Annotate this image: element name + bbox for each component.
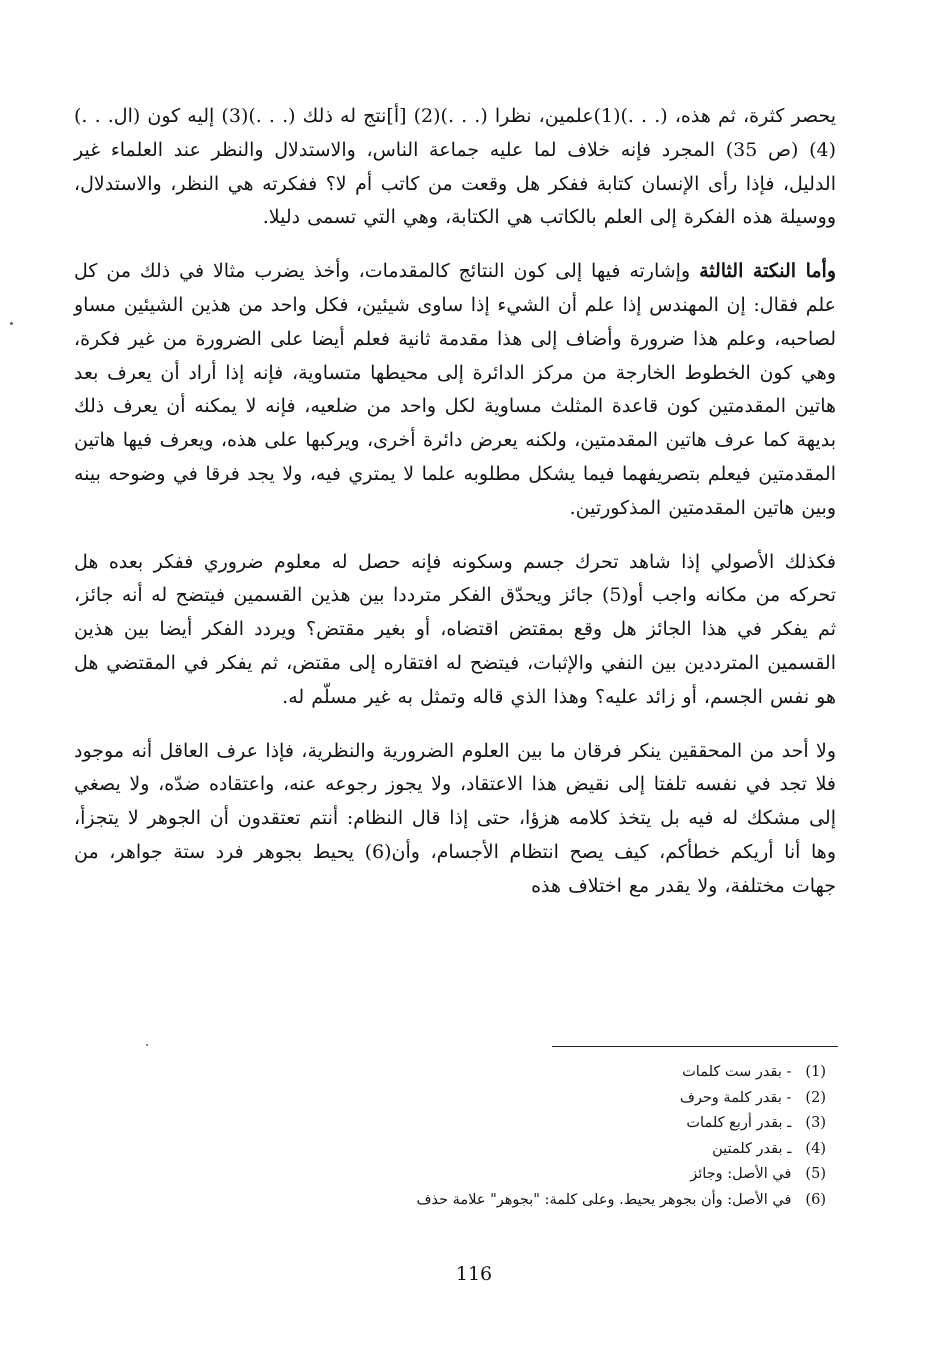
paragraph-2 bbox=[74, 255, 836, 525]
paragraph-1-text: يحصر كثرة، ثم هذه، (. . .)(1)علمين، نظرا (. . .)(2) [أ]نتج له ذلك (. . .)(3) إليه كون (ال. . .)(4) (ص 35) المجرد فإنه خلاف لما عليه جماعة الناس، والاستدلال والنظر عند العلماء غير الدليل، فإذا رأى الإنسان كتابة ففكر هل وقعت من كاتب أم لا؟ ففكرته هي النظر، والاستدلال، ووسيلة هذه الفكرة إلى العلم بالكاتب هي الكتابة، وهي التي تسمى دليلا. bbox=[74, 105, 836, 229]
main-text bbox=[74, 100, 836, 904]
footnote-text: - بقدر كلمة وحرف bbox=[679, 1089, 792, 1106]
footnote-number: (4) bbox=[805, 1140, 826, 1157]
footnote-number: (6) bbox=[805, 1191, 826, 1208]
paragraph-3 bbox=[74, 546, 836, 715]
paragraph-2-lead: وأما النكتة الثالثة bbox=[699, 260, 836, 283]
footnotes-list bbox=[200, 1060, 826, 1213]
page-number: 116 bbox=[455, 1263, 493, 1285]
footnote-number: (5) bbox=[805, 1166, 826, 1182]
footnote-item bbox=[200, 1137, 826, 1163]
paragraph-1 bbox=[74, 100, 836, 235]
paragraph-4 bbox=[74, 735, 836, 904]
footnote-number: (1) bbox=[805, 1064, 826, 1080]
footnote-text: ـ بقدر كلمتين bbox=[712, 1140, 792, 1157]
footnote-separator bbox=[552, 1046, 838, 1047]
paragraph-3-text: فكذلك الأصولي إذا شاهد تحرك جسم وسكونه فإنه حصل له معلوم ضروري ففكر بعده هل تحركه من مكانه واجب أو(5) جائز ويحدّق الفكر مترددا بين هذين القسمين فيتضح له أنه جائز، ثم يفكر في هذا الجائز هل وقع بمقتض اقتضاه، أو بغير مقتض؟ ويردد الفكر أيضا بين هذين القسمين المترددين بين النفي والإثبات، فيتضح له افتقاره إلى مقتض، ثم يفكر في المقتضي هل هو نفس الجسم، أو زائد عليه؟ وهذا الذي قاله وتمثل به غير مسلّم له. bbox=[74, 550, 836, 708]
paragraph-4-text: ولا أحد من المحققين ينكر فرقان ما بين العلوم الضرورية والنظرية، فإذا عرف العاقل أنه موجود فلا تجد في نفسه تلفتا إلى نقيض هذا الاعتقاد، ولا يجوز رجوعه عنه، واعتقاده ضدّه، ولا يصغي إلى مشكك له فيه بل يتخذ كلامه هزؤا، حتى إذا قال النظام: أنتم تعتقدون أن الجوهر لا يتجزأ، وها أنا أريكم خطأكم، كيف يصح انتظام الأجسام، وأن(6) يحيط بجوهر فرد ستة جواهر، من جهات مختلفة، ولا يقدر مع اختلاف هذه bbox=[74, 739, 836, 897]
scan-speck bbox=[146, 1044, 148, 1046]
footnote-text: في الأصل: وأن بجوهر يحيط. وعلى كلمة: "بجوهر" علامة حذف bbox=[416, 1191, 792, 1208]
footnote-text: - بقدر ست كلمات bbox=[682, 1064, 792, 1080]
footnote-number: (3) bbox=[805, 1115, 826, 1131]
footnote-number: (2) bbox=[805, 1089, 826, 1106]
footnote-item bbox=[200, 1162, 826, 1188]
footnote-item bbox=[200, 1060, 826, 1086]
footnote-item bbox=[200, 1086, 826, 1112]
footnote-item bbox=[200, 1111, 826, 1137]
footnote-item bbox=[200, 1188, 826, 1214]
scan-speck bbox=[10, 322, 13, 325]
paragraph-2-text: وإشارته فيها إلى كون النتائج كالمقدمات، وأخذ يضرب مثالا في ذلك من كل علم فقال: إن المهندس إذا علم أن الشيء إذا ساوى شيئين، فكل واحد من هذين الشيئين مساو لصاحبه، وعلم هذا ضرورة وأضاف إلى هذا مقدمة ثانية فعلم أيضا على الضرورة من غير فكرة، وهي كون الخطوط الخارجة من مركز الدائرة إلى محيطها متساوية، فإنه إذا أراد أن يعرف بعد هاتين المقدمتين كون قاعدة المثلث مساوية لكل واحد من ضلعيه، فإنه لا يمكنه أن يعرف ذلك بديهة كما عرف هاتين المقدمتين، ولكنه يعرض دائرة أخرى، ويركبها على هذه، ويعرف فيها هاتين المقدمتين فيعلم بتصريفهما فيما يشكل مطلوبه علما لا يمتري فيه، ولا يجد فرقا في وضوحه بينه وبين هاتين المقدمتين المذكورتين. bbox=[74, 260, 836, 519]
footnote-text: ـ بقدر أربع كلمات bbox=[686, 1115, 792, 1131]
footnote-text: في الأصل: وجائز bbox=[690, 1166, 792, 1182]
